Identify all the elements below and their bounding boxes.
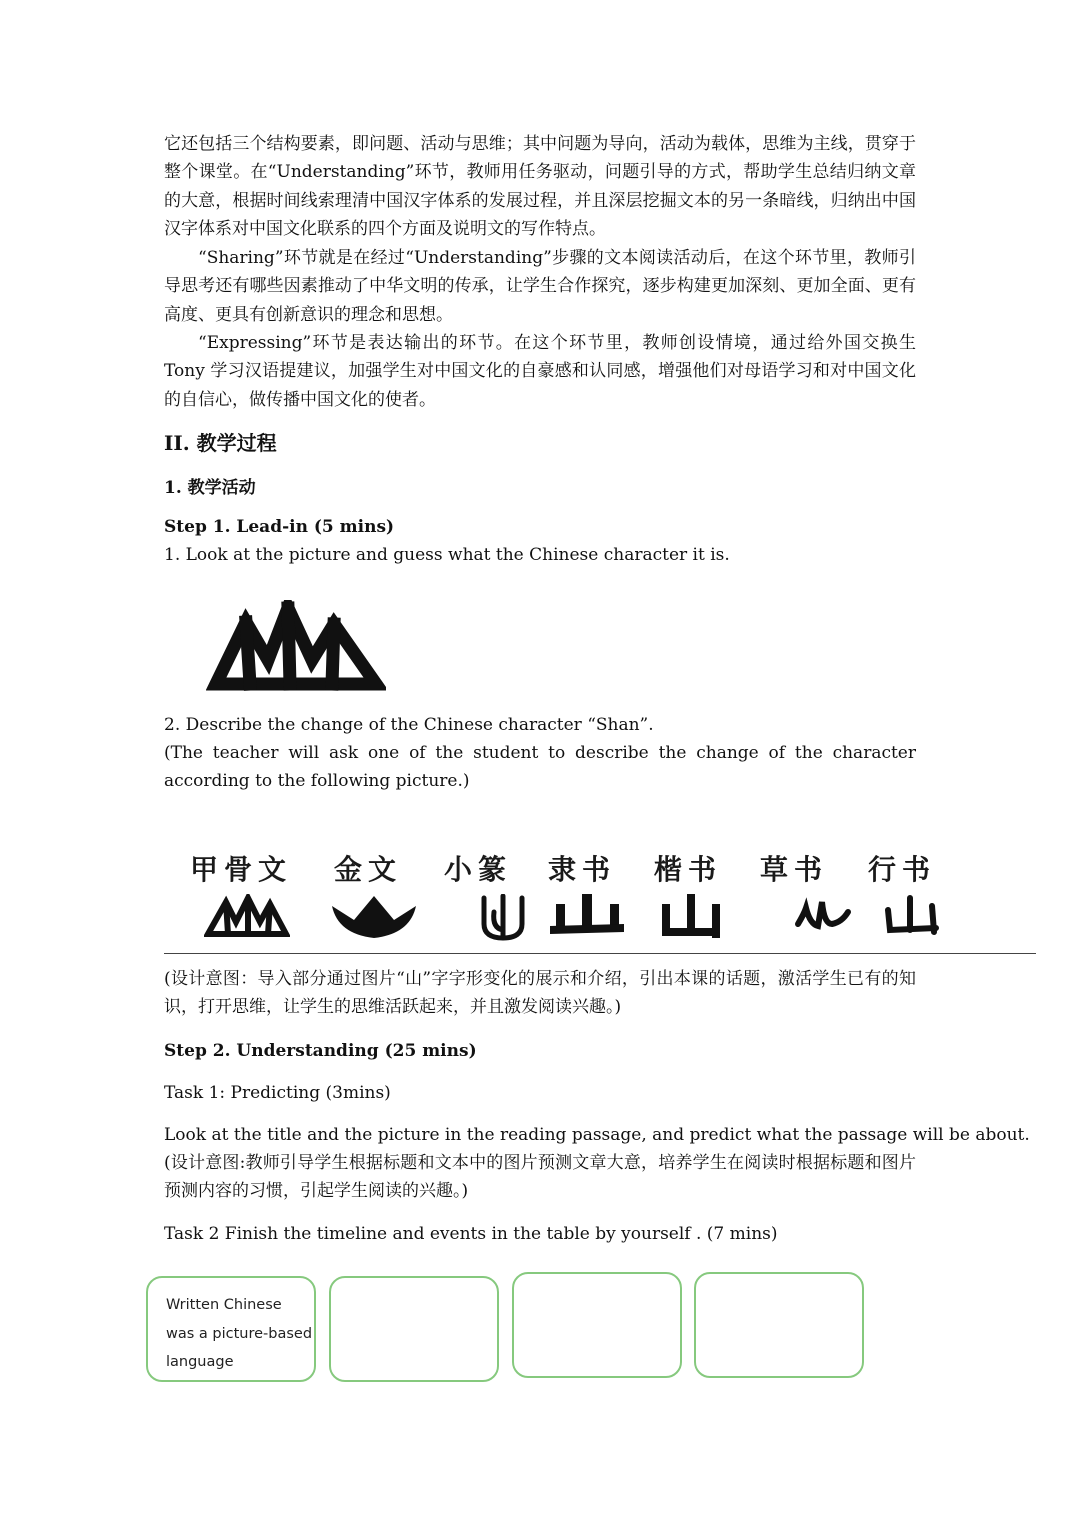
- intro-paragraph-3: “Expressing”环节是表达输出的环节。在这个环节里，教师创设情境，通过给外国交换生 Tony 学习汉语提建议，加强学生对中国文化的自豪感和认同感，增强他们对母语学习和对中国文化的自信心，做传播中国文化的使者。: [164, 333, 916, 410]
- step1-question-2: 2. Describe the change of the Chinese character “Shan”.: [164, 715, 654, 735]
- section-subheading: 1. 教学活动: [164, 478, 256, 498]
- task1-instruction: Look at the title and the picture in the reading passage, and predict what the passage will be about.: [164, 1125, 1030, 1145]
- script-label: 小篆: [444, 853, 513, 886]
- regular-shan-icon: [658, 894, 724, 938]
- script-label: 楷书: [654, 853, 723, 886]
- clerical-shan-icon: [550, 894, 624, 934]
- shan-evolution-figure: [180, 838, 970, 948]
- oracle-bone-shan-icon: [204, 894, 290, 938]
- task1-design-intent: (设计意图:教师引导学生根据标题和文本中的图片预测文章大意，培养学生在阅读时根据标题和图片预测内容的习惯，引起学生阅读的兴趣。): [164, 1153, 916, 1202]
- step1-question-2-note: (The teacher will ask one of the student to describe the change of the character according to the following picture.): [164, 743, 916, 792]
- script-label: 行书: [868, 853, 937, 886]
- step1-question-1: 1. Look at the picture and guess what the Chinese character it is.: [164, 545, 730, 565]
- step2-title: Step 2. Understanding (25 mins): [164, 1041, 477, 1061]
- script-label: 甲骨文: [190, 853, 293, 886]
- bronze-script-shan-icon: [328, 894, 420, 942]
- step1-title: Step 1. Lead-in (5 mins): [164, 517, 395, 537]
- divider: [164, 953, 1036, 954]
- step1-design-intent: (设计意图：导入部分通过图片“山”字字形变化的展示和介绍，引出本课的话题，激活学生已有的知识，打开思维，让学生的思维活跃起来，并且激发阅读兴趣。): [164, 969, 916, 1018]
- timeline-box-text: Written Chinese: [166, 1297, 282, 1313]
- task2-title: Task 2 Finish the timeline and events in the table by yourself . (7 mins): [164, 1224, 778, 1244]
- oracle-bone-mountain-glyph-icon: [206, 600, 386, 696]
- timeline-box-1: [146, 1276, 316, 1382]
- timeline-box-4[interactable]: [694, 1272, 864, 1378]
- script-label: 草书: [760, 853, 829, 886]
- timeline-box-3[interactable]: [512, 1272, 682, 1378]
- timeline-box-text: language: [166, 1354, 234, 1370]
- intro-paragraph-1: 它还包括三个结构要素，即问题、活动与思维；其中问题为导向，活动为载体，思维为主线，贯穿于整个课堂。在“Understanding”环节，教师用任务驱动，问题引导的方式，帮助学生总结归纳文章的大意，根据时间线索理清中国汉字体系的发展过程，并且深层挖掘文本的另一条暗线，归纳出中国汉字体系对中国文化联系的四个方面及说明文的写作特点。: [164, 134, 916, 240]
- seal-script-shan-icon: [478, 894, 528, 942]
- script-label: 金文: [334, 853, 403, 886]
- cursive-shan-icon: [792, 894, 854, 934]
- section-heading: II. 教学过程: [164, 431, 277, 455]
- timeline-box-text: was a picture-based: [166, 1325, 313, 1342]
- timeline-box-2[interactable]: [329, 1276, 499, 1382]
- task1-title: Task 1: Predicting (3mins): [164, 1083, 391, 1103]
- intro-paragraph-2: “Sharing”环节就是在经过“Understanding”步骤的文本阅读活动后，在这个环节里，教师引导思考还有哪些因素推动了中华文明的传承，让学生合作探究，逐步构建更加深刻、更加全面、更有高度、更具有创新意识的理念和思想。: [164, 248, 916, 325]
- running-shan-icon: [882, 894, 944, 938]
- script-label: 隶书: [548, 853, 617, 886]
